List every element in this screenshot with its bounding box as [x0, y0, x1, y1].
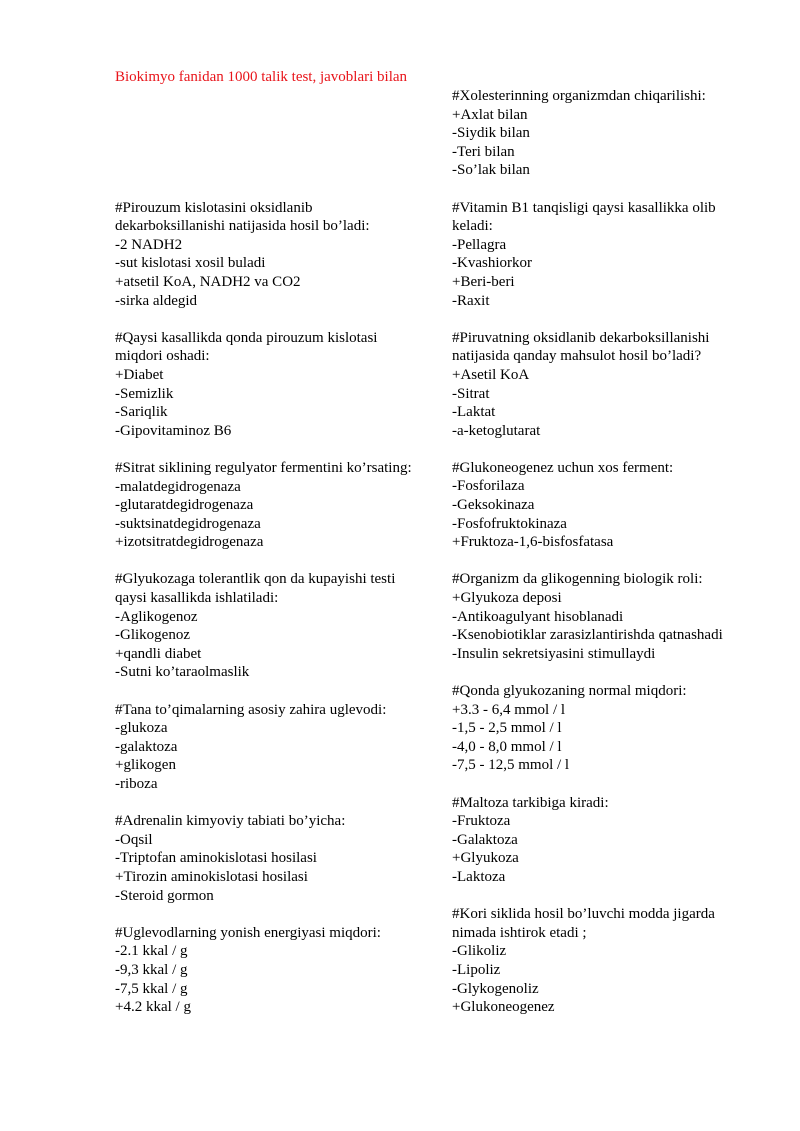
- answer-option: -galaktoza: [115, 738, 178, 755]
- answer-option: -glutaratdegidrogenaza: [115, 497, 254, 514]
- answer-option: +4.2 kkal / g: [115, 999, 191, 1016]
- question-block: [115, 701, 425, 794]
- question-block: [452, 905, 757, 1017]
- answer-option: +izotsitratdegidrogenaza: [115, 534, 264, 551]
- question-text: #Xolesterinning organizmdan chiqarilishi:: [452, 88, 706, 104]
- answer-option: +Glukoneogenez: [452, 999, 555, 1016]
- answer-option: -9,3 kkal / g: [115, 961, 188, 978]
- answer-option: -Insulin sekretsiyasini stimullaydi: [452, 645, 656, 662]
- question-text: #Qaysi kasallikda qonda pirouzum kislotasi miqdori oshadi:: [115, 329, 378, 365]
- question-text: #Glukoneogenez uchun xos ferment:: [452, 459, 674, 476]
- answer-option: -Laktoza: [452, 868, 506, 885]
- question-block: [115, 329, 425, 441]
- answer-option: +Tirozin aminokislotasi hosilasi: [115, 868, 308, 885]
- answer-option: -7,5 - 12,5 mmol / l: [452, 757, 570, 774]
- answer-option: -Glikoliz: [452, 943, 507, 960]
- answer-option: -malatdegidrogenaza: [115, 478, 241, 495]
- answer-option: -Steroid gormon: [115, 887, 214, 904]
- answer-option: -1,5 - 2,5 mmol / l: [452, 720, 562, 737]
- question-text: #Kori siklida hosil bo’luvchi modda jigarda nimada ishtirok etadi ;: [452, 906, 715, 941]
- document-title: Biokimyo fanidan 1000 talik test, javoblari bilan: [115, 69, 408, 85]
- answer-option: -Sutni ko’taraolmaslik: [115, 664, 250, 681]
- answer-option: -Semizlik: [115, 385, 174, 402]
- answer-option: -Teri bilan: [452, 143, 515, 160]
- answer-option: +Beri-beri: [452, 273, 515, 290]
- question-block: [115, 199, 425, 311]
- answer-option: -suktsinatdegidrogenaza: [115, 515, 261, 532]
- answer-option: -Sitrat: [452, 385, 490, 402]
- question-block: [452, 570, 757, 663]
- answer-option: -Glykogenoliz: [452, 980, 539, 997]
- answer-option: -4,0 - 8,0 mmol / l: [452, 738, 562, 755]
- answer-option: -Raxit: [452, 292, 490, 309]
- question-block: [115, 459, 425, 552]
- answer-option: -2.1 kkal / g: [115, 943, 188, 960]
- answer-option: -Glikogenoz: [115, 627, 190, 644]
- answer-option: -Galaktoza: [452, 831, 518, 848]
- answer-option: -sut kislotasi xosil buladi: [115, 255, 266, 272]
- answer-option: +Glyukoza: [452, 850, 519, 867]
- answer-option: -Fosforilaza: [452, 478, 525, 495]
- answer-option: -Gipovitaminoz B6: [115, 422, 232, 439]
- question-block: [115, 812, 425, 905]
- answer-option: -Laktat: [452, 404, 496, 421]
- right-column: [452, 87, 757, 1035]
- answer-option: -Kvashiorkor: [452, 255, 532, 272]
- question-text: #Qonda glyukozaning normal miqdori:: [452, 683, 687, 699]
- question-text: #Adrenalin kimyoviy tabiati bo’yicha:: [115, 813, 346, 830]
- answer-option: -Ksenobiotiklar zarasizlantirishda qatnashadi: [452, 627, 723, 644]
- answer-option: -Fosfofruktokinaza: [452, 515, 567, 532]
- title-spacer: [115, 87, 425, 199]
- question-block: [452, 199, 757, 311]
- answer-option: -Antikoagulyant hisoblanadi: [452, 608, 624, 625]
- question-text: #Uglevodlarning yonish energiyasi miqdori:: [115, 924, 381, 941]
- answer-option: +Glyukoza deposi: [452, 590, 562, 607]
- answer-option: -sirka aldegid: [115, 292, 198, 309]
- answer-option: -Pellagra: [452, 236, 507, 253]
- question-block: [452, 459, 757, 552]
- answer-option: +qandli diabet: [115, 645, 202, 662]
- question-block: [452, 87, 757, 180]
- answer-option: +Asetil KoA: [452, 366, 530, 383]
- answer-option: +3.3 - 6,4 mmol / l: [452, 701, 566, 718]
- question-text: #Vitamin B1 tanqisligi qaysi kasallikka olib keladi:: [452, 199, 716, 235]
- answer-option: -riboza: [115, 776, 158, 792]
- answer-option: -So’lak bilan: [452, 162, 530, 179]
- answer-option: -Siydik bilan: [452, 125, 530, 142]
- left-column: [115, 68, 425, 1035]
- left-question-list: [115, 199, 425, 1017]
- answer-option: +atsetil KoA, NADH2 va CO2: [115, 273, 301, 290]
- answer-option: +Diabet: [115, 366, 164, 383]
- answer-option: -a-ketoglutarat: [452, 422, 541, 439]
- answer-option: -Geksokinaza: [452, 497, 535, 514]
- right-question-list: [452, 87, 757, 1017]
- question-text: #Maltoza tarkibiga kiradi:: [452, 794, 609, 811]
- answer-option: -Triptofan aminokislotasi hosilasi: [115, 850, 317, 867]
- answer-option: -Oqsil: [115, 831, 153, 848]
- question-block: [452, 329, 757, 441]
- answer-option: -Sariqlik: [115, 404, 168, 421]
- question-text: #Glyukozaga tolerantlik qon da kupayishi testi qaysi kasallikda ishlatiladi:: [115, 571, 396, 607]
- question-text: #Pirouzum kislotasini oksidlanib dekarboksillanishi natijasida hosil bo’ladi:: [115, 199, 370, 235]
- question-text: #Piruvatning oksidlanib dekarboksillanishi natijasida qanday mahsulot hosil bo’ladi?: [452, 329, 710, 365]
- answer-option: -Fruktoza: [452, 813, 511, 830]
- question-text: #Sitrat siklining regulyator fermentini ko’rsating:: [115, 459, 412, 476]
- answer-option: -Aglikogenoz: [115, 608, 198, 625]
- answer-option: -glukoza: [115, 720, 168, 737]
- answer-option: -Lipoliz: [452, 961, 501, 978]
- question-block: [115, 570, 425, 682]
- question-block: [115, 924, 425, 1017]
- question-block: [452, 682, 757, 775]
- question-text: #Organizm da glikogenning biologik roli:: [452, 571, 703, 588]
- answer-option: +glikogen: [115, 757, 176, 774]
- question-block: [452, 794, 757, 887]
- answer-option: +Fruktoza-1,6-bisfosfatasa: [452, 534, 614, 551]
- question-text: #Tana to’qimalarning asosiy zahira uglevodi:: [115, 701, 387, 718]
- answer-option: -7,5 kkal / g: [115, 980, 188, 997]
- answer-option: -2 NADH2: [115, 236, 183, 253]
- answer-option: +Axlat bilan: [452, 106, 528, 123]
